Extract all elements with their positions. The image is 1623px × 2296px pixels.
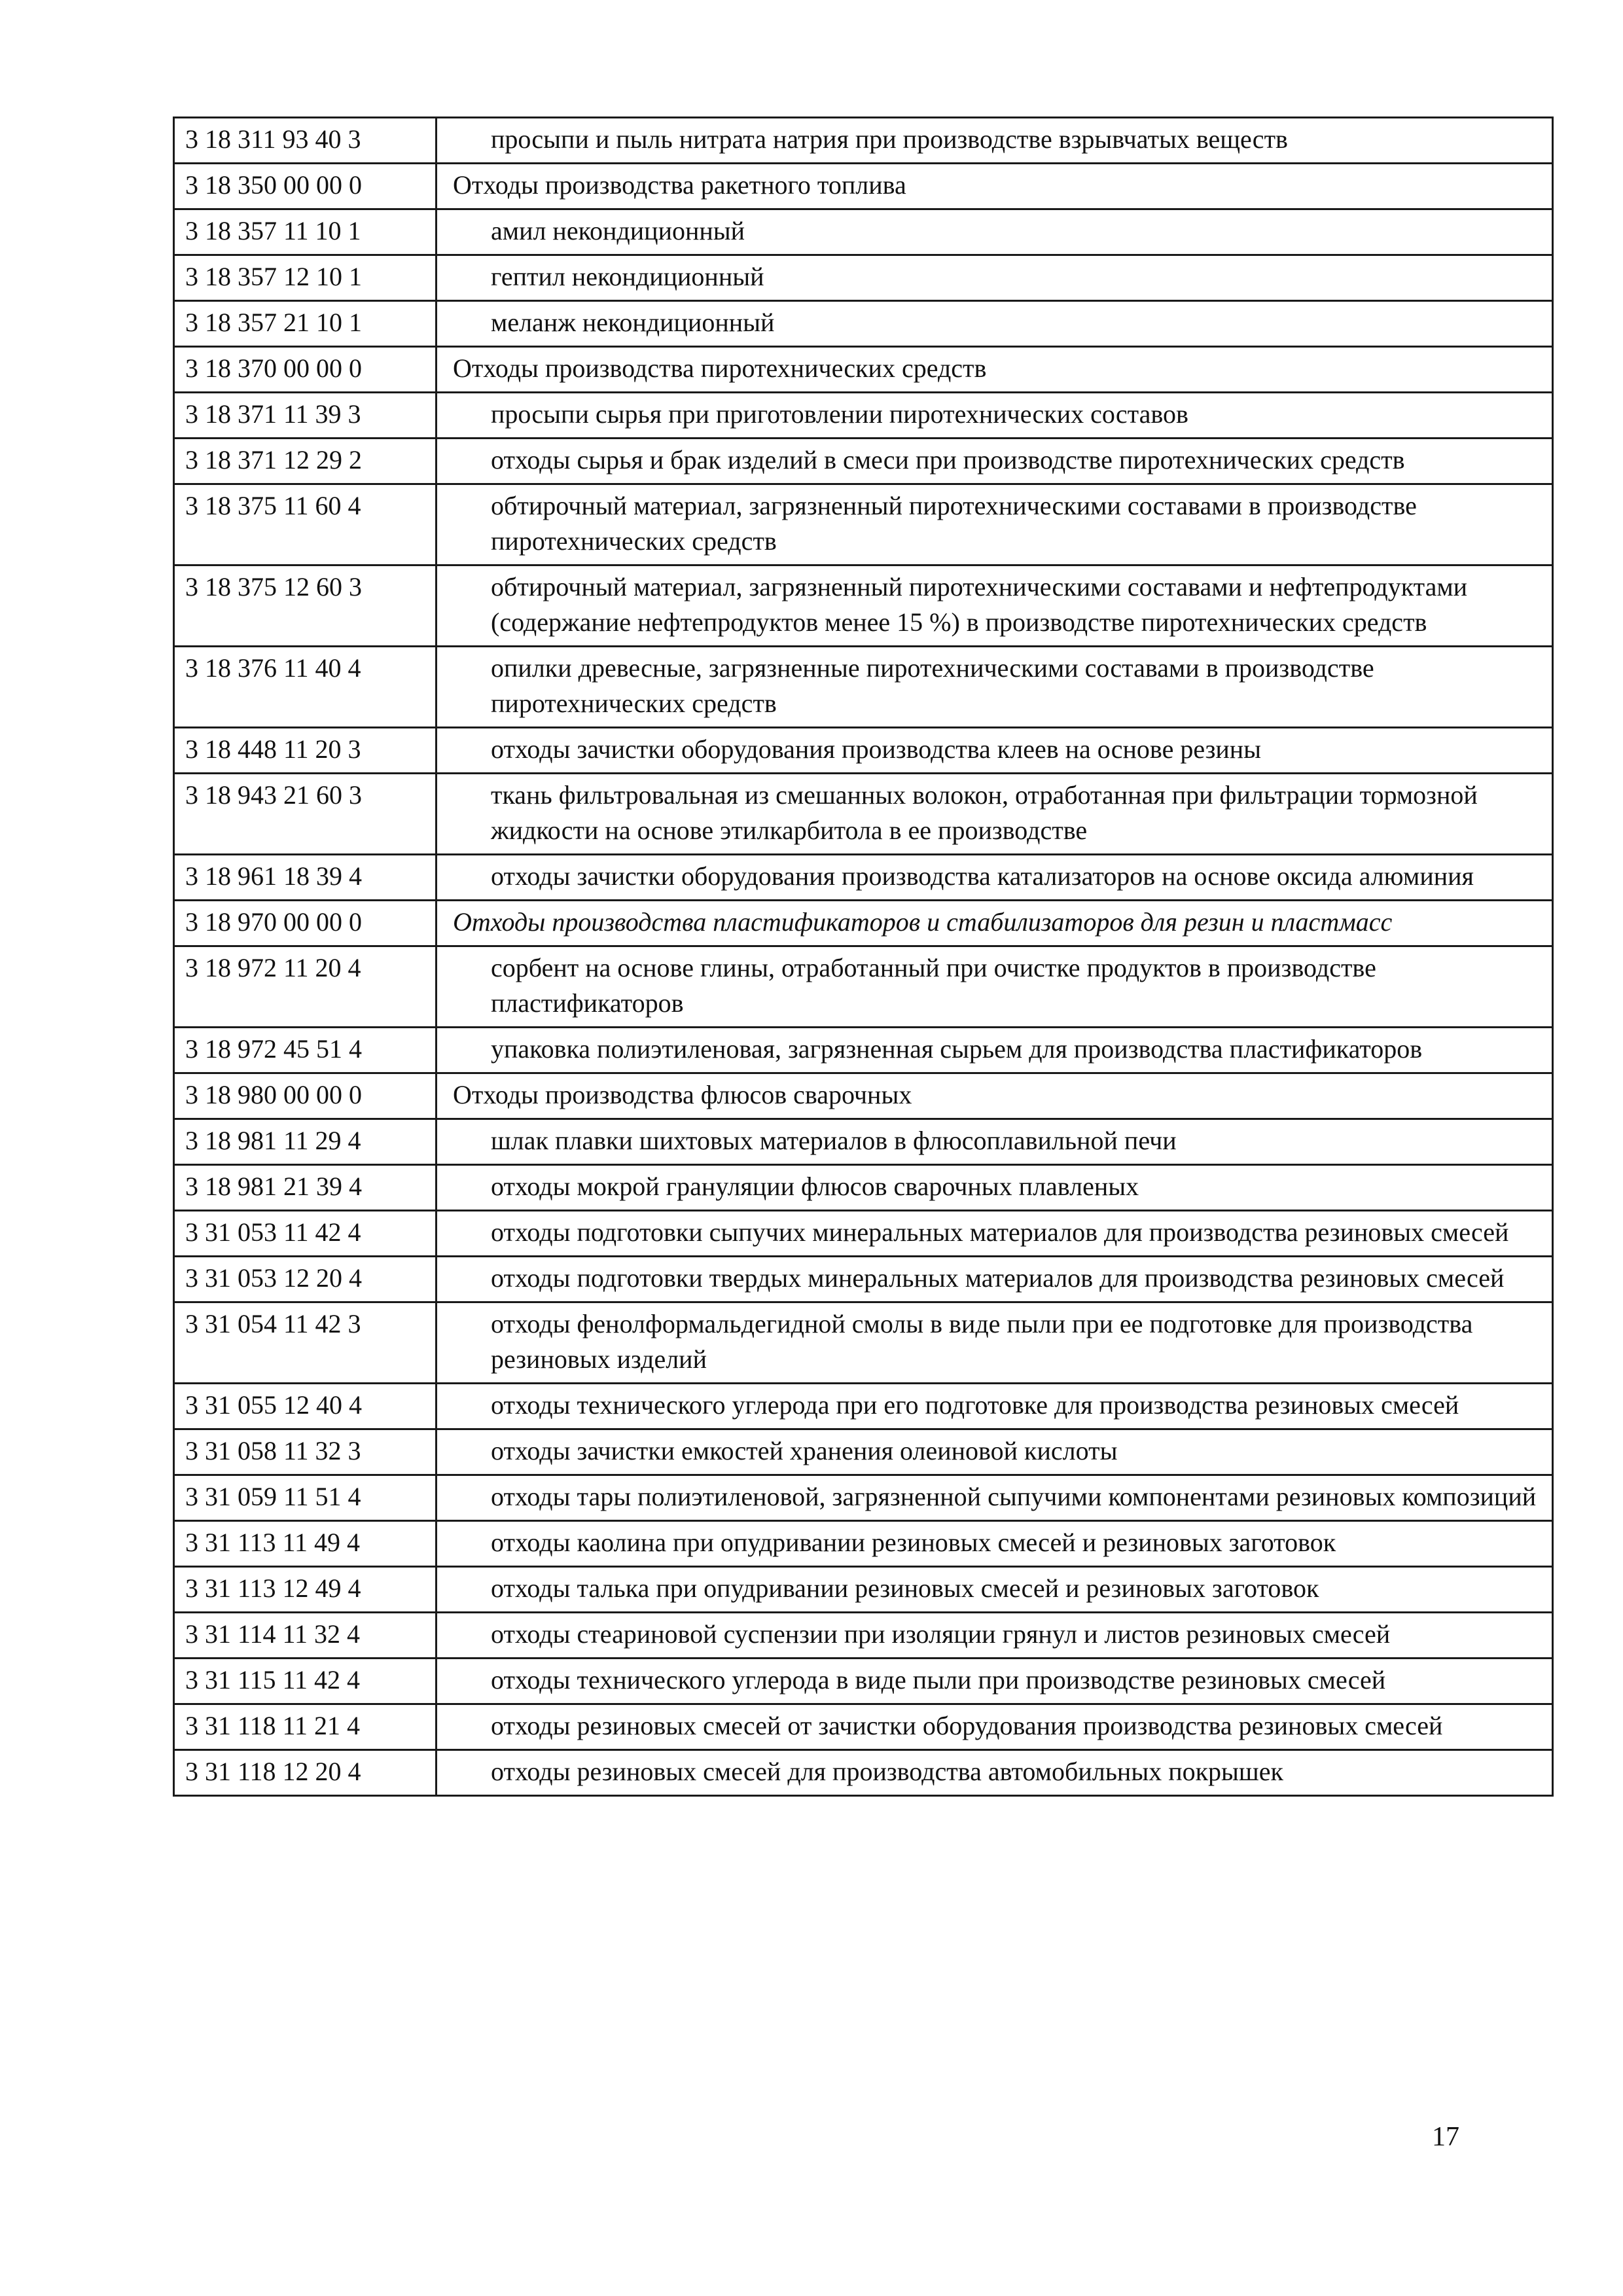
table-row	[174, 1521, 1553, 1567]
waste-description-cell: амил некондиционный	[437, 209, 1553, 255]
waste-code-cell: 3 31 118 12 20 4	[174, 1750, 437, 1796]
waste-code-cell: 3 18 943 21 60 3	[174, 774, 437, 855]
table-row	[174, 1750, 1553, 1796]
waste-code-cell: 3 18 357 11 10 1	[174, 209, 437, 255]
table-row	[174, 439, 1553, 484]
waste-description-cell: сорбент на основе глины, отработанный при очистке продуктов в производстве пластификаторов	[437, 946, 1553, 1028]
waste-code-cell: 3 31 118 11 21 4	[174, 1704, 437, 1750]
table-row	[174, 855, 1553, 901]
waste-group-heading-cell: Отходы производства ракетного топлива	[437, 164, 1553, 209]
waste-description-cell: обтирочный материал, загрязненный пиротехническими составами в производстве пиротехнических средств	[437, 484, 1553, 565]
waste-code-cell: 3 31 114 11 32 4	[174, 1613, 437, 1659]
waste-code-cell: 3 18 371 11 39 3	[174, 393, 437, 439]
waste-description-cell: отходы мокрой грануляции флюсов сварочных плавленых	[437, 1165, 1553, 1211]
waste-code-cell: 3 18 970 00 00 0	[174, 901, 437, 946]
waste-code-cell: 3 18 371 12 29 2	[174, 439, 437, 484]
table-row	[174, 565, 1553, 647]
waste-group-heading-cell: Отходы производства пиротехнических средств	[437, 347, 1553, 393]
waste-description-cell: отходы резиновых смесей для производства автомобильных покрышек	[437, 1750, 1553, 1796]
table-row	[174, 1613, 1553, 1659]
table-row	[174, 774, 1553, 855]
waste-description-cell: шлак плавки шихтовых материалов в флюсоплавильной печи	[437, 1119, 1553, 1165]
waste-description-cell: отходы сырья и брак изделий в смеси при производстве пиротехнических средств	[437, 439, 1553, 484]
waste-description-cell: отходы фенолформальдегидной смолы в виде пыли при ее подготовке для производства резиновых изделий	[437, 1302, 1553, 1384]
waste-code-cell: 3 31 059 11 51 4	[174, 1475, 437, 1521]
waste-code-cell: 3 18 357 21 10 1	[174, 301, 437, 347]
table-row	[174, 1429, 1553, 1475]
waste-description-cell: упаковка полиэтиленовая, загрязненная сырьем для производства пластификаторов	[437, 1028, 1553, 1073]
table-row	[174, 209, 1553, 255]
table-row	[174, 484, 1553, 565]
table-row	[174, 901, 1553, 946]
waste-description-cell: просыпи и пыль нитрата натрия при производстве взрывчатых веществ	[437, 118, 1553, 164]
waste-code-cell: 3 31 055 12 40 4	[174, 1384, 437, 1429]
table-row	[174, 255, 1553, 301]
waste-code-cell: 3 18 375 12 60 3	[174, 565, 437, 647]
table-row	[174, 1073, 1553, 1119]
waste-description-cell: отходы зачистки емкостей хранения олеиновой кислоты	[437, 1429, 1553, 1475]
waste-code-cell: 3 31 113 12 49 4	[174, 1567, 437, 1613]
waste-description-cell: отходы зачистки оборудования производства клеев на основе резины	[437, 728, 1553, 774]
table-body	[174, 118, 1553, 1796]
waste-description-cell: отходы зачистки оборудования производства катализаторов на основе оксида алюминия	[437, 855, 1553, 901]
waste-code-cell: 3 31 115 11 42 4	[174, 1659, 437, 1704]
table-row	[174, 393, 1553, 439]
table-row	[174, 1659, 1553, 1704]
table-row	[174, 1257, 1553, 1302]
waste-description-cell: отходы каолина при опудривании резиновых смесей и резиновых заготовок	[437, 1521, 1553, 1567]
waste-code-cell: 3 18 972 11 20 4	[174, 946, 437, 1028]
waste-code-cell: 3 18 448 11 20 3	[174, 728, 437, 774]
table-row	[174, 1119, 1553, 1165]
waste-code-cell: 3 18 350 00 00 0	[174, 164, 437, 209]
waste-code-cell: 3 31 113 11 49 4	[174, 1521, 437, 1567]
table-row	[174, 647, 1553, 728]
waste-classification-table	[173, 117, 1554, 1797]
waste-group-heading-cell: Отходы производства флюсов сварочных	[437, 1073, 1553, 1119]
waste-description-cell: гептил некондиционный	[437, 255, 1553, 301]
table-row	[174, 1384, 1553, 1429]
waste-code-cell: 3 31 053 11 42 4	[174, 1211, 437, 1257]
table-row	[174, 347, 1553, 393]
waste-code-cell: 3 18 980 00 00 0	[174, 1073, 437, 1119]
table-row	[174, 1165, 1553, 1211]
waste-description-cell: меланж некондиционный	[437, 301, 1553, 347]
waste-code-cell: 3 18 357 12 10 1	[174, 255, 437, 301]
table-row	[174, 1704, 1553, 1750]
waste-code-cell: 3 18 981 11 29 4	[174, 1119, 437, 1165]
table-row	[174, 1475, 1553, 1521]
waste-description-cell: опилки древесные, загрязненные пиротехническими составами в производстве пиротехнических средств	[437, 647, 1553, 728]
waste-description-cell: отходы подготовки сыпучих минеральных материалов для производства резиновых смесей	[437, 1211, 1553, 1257]
waste-code-cell: 3 18 961 18 39 4	[174, 855, 437, 901]
waste-description-cell: отходы технического углерода в виде пыли при производстве резиновых смесей	[437, 1659, 1553, 1704]
table-row	[174, 1302, 1553, 1384]
waste-code-cell: 3 31 054 11 42 3	[174, 1302, 437, 1384]
table-row	[174, 1567, 1553, 1613]
table-row	[174, 118, 1553, 164]
waste-code-cell: 3 18 311 93 40 3	[174, 118, 437, 164]
waste-description-cell: отходы тары полиэтиленовой, загрязненной сыпучими компонентами резиновых композиций	[437, 1475, 1553, 1521]
table-row	[174, 946, 1553, 1028]
waste-code-cell: 3 18 370 00 00 0	[174, 347, 437, 393]
table-row	[174, 164, 1553, 209]
waste-description-cell: отходы стеариновой суспензии при изоляции грянул и листов резиновых смесей	[437, 1613, 1553, 1659]
waste-description-cell: отходы талька при опудривании резиновых смесей и резиновых заготовок	[437, 1567, 1553, 1613]
waste-description-cell: просыпи сырья при приготовлении пиротехнических составов	[437, 393, 1553, 439]
page-number: 17	[1432, 2122, 1459, 2152]
waste-code-cell: 3 31 053 12 20 4	[174, 1257, 437, 1302]
waste-code-cell: 3 31 058 11 32 3	[174, 1429, 437, 1475]
table-row	[174, 728, 1553, 774]
table-row	[174, 301, 1553, 347]
waste-code-cell: 3 18 375 11 60 4	[174, 484, 437, 565]
waste-description-cell: отходы технического углерода при его подготовке для производства резиновых смесей	[437, 1384, 1553, 1429]
waste-code-cell: 3 18 376 11 40 4	[174, 647, 437, 728]
waste-description-cell: отходы резиновых смесей от зачистки оборудования производства резиновых смесей	[437, 1704, 1553, 1750]
waste-description-cell: отходы подготовки твердых минеральных материалов для производства резиновых смесей	[437, 1257, 1553, 1302]
waste-description-cell: ткань фильтровальная из смешанных волокон, отработанная при фильтрации тормозной жидкости на основе этилкарбитола в ее производстве	[437, 774, 1553, 855]
waste-code-cell: 3 18 972 45 51 4	[174, 1028, 437, 1073]
table-row	[174, 1211, 1553, 1257]
waste-code-cell: 3 18 981 21 39 4	[174, 1165, 437, 1211]
waste-description-cell: обтирочный материал, загрязненный пиротехническими составами и нефтепродуктами (содержание нефтепродуктов менее 15 %) в производстве пиротехнических средств	[437, 565, 1553, 647]
waste-group-heading-cell: Отходы производства пластификаторов и стабилизаторов для резин и пластмасс	[437, 901, 1553, 946]
table-row	[174, 1028, 1553, 1073]
